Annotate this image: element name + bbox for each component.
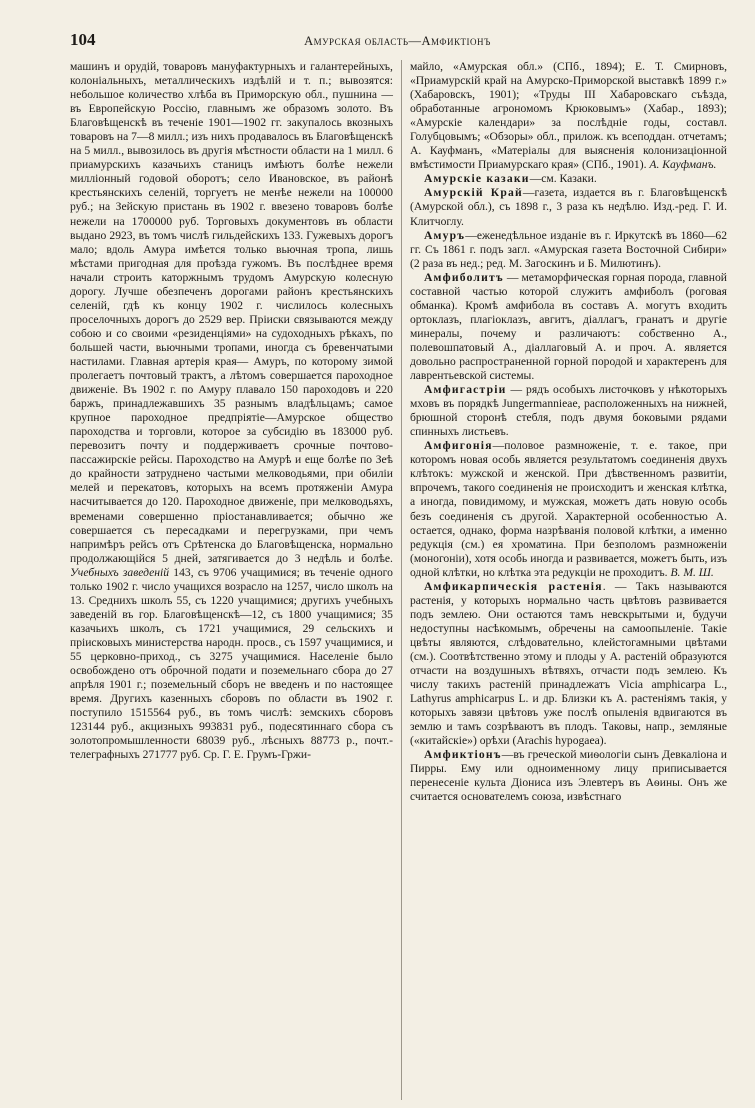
entry-amfikarpicheskiya [410, 580, 727, 749]
left-text-1: машинъ и орудiй, товаровъ мануфактурныхъ и галантерейныхъ, колонiальныхъ, металлическихъ издѣлiй и т. п.; вывозятся: небольшое количество хлѣба въ Приморскую обл., пушнина — въ Европейскую Россiю, главнымъ же образомъ золото. Въ Благовѣщенскѣ въ теченiе 1901—1902 гг. закупалось вкозныхъ товаровъ на 7—8 милл.; изъ нихъ продавалось въ Благовѣщенскѣ на 5 милл., вывозилось въ другiя мѣстности области на 1 милл. 6 приамурскихъ казачьихъ станицъ имѣютъ болѣе нежели миллiонный годовой оборотъ; село Ивановское, въ районѣ крестьянскихъ селенiй, торгуетъ не менѣе нежели на 100000 руб.; на Зейскую пристань въ 1902 г. ввезено товаровъ болѣе нежели на 1700000 руб. Торговыхъ документовъ въ области выдано 2923, въ томъ числѣ гильдейскихъ 133. Гужевыхъ дорогъ мало; вдоль Амура имѣется только вьючная тропа, лишь мѣстами пригодная для проѣзда гужомъ. Въ послѣднее время начали строить каторжнымъ трудомъ Амурскую колесную дорогу. Лучше обезпеченъ дорогами районъ крестьянскихъ селенiй, гдѣ къ концу 1902 г. числилось колесныхъ проселочныхъ дорогъ до 2529 вер. Прiиски связываются между собою и со своими «резиденцiями» на судоходныхъ рѣкахъ, по большей части, вьючными тропами, иногда съ бревенчатыми настилами. Главная артерiя края— Амуръ, по которому зимой пролегаетъ почтовый трактъ, а лѣтомъ совершается пароходное движенiе. Въ 1902 г. по Амуру плавало 150 пароходовъ и 220 баржъ, принадлежавшихъ 35 разнымъ владѣльцамъ; самое крупное пароходное предпрiятiе—Амурское общество пароходства и торговли, которое за субсидiю въ 183000 руб. перевозитъ почту и поддерживаетъ срочные почтово-пассажирскiе рейсы. Пароходство на Амурѣ и еще болѣе по Зеѣ до крайности затруднено частыми мелководьями, при обилiи мелей и перекатовъ, которыхъ на всемъ протяженiи Амура насчитывается до 120. Пароходное движенiе, при мелководьяхъ, временами совершенно прiостанавливается; обычно же совершается съ пересадками и перегрузками, при чемъ напримѣръ рейсъ отъ Срѣтенска до Благовѣщенска, нормально продолжающiйся 5 дней, затягивается до 3 недѣль и болѣе. [70, 60, 393, 565]
entry-term: Амфигастрiи [423, 383, 507, 397]
entry-text: . — Такъ называются растенiя, у которыхъ нормально часть цвѣтовъ развивается подъ землею. Они остаются тамъ невскрытыми и, будучи недоступны насѣкомымъ, обречены на самоопыленiе. Такiе цвѣты являются, слѣдовательно, клейстогамными цвѣтами (см.). Соотвѣтственно этому и плоды у А. растенiй образуются отчасти на воздушныхъ вѣтвяхъ, отчасти подъ землею. Къ числу такихъ растенiй принадлежатъ Vicia amphicarpa L., Lathyrus amphicarpus L. и др. Близки къ А. растенiямъ такiя, у которыхъ завязи цвѣтовъ уже послѣ опыленiя вдвигаются въ землю и тамъ созрѣваютъ въ плодъ. Таковы, напр., земляные («китайскiе») орѣхи (Arachis hypogaea). [409, 579, 727, 748]
entry-amfibolit [410, 271, 727, 383]
entry-text: —половое размноженiе, т. е. такое, при которомъ новая особь является результатомъ соединенiя двухъ клѣтокъ: мужской и женской. При дѣвственномъ развитiи, впрочемъ, такого соединенiя не происходитъ и женская клѣтка, а иногда, повидимому, и мужская, можетъ дать новую особь безъ соединенiя съ другой. Характерной особенностью А. остается, однако, форма назрѣванiя половой клѣтки, а именно редукцiя (см.) ея хроматина. При безполомъ размноженiи (моногонiи), хотя особь иногда и развивается, можетъ быть, изъ одной клѣтки, но клѣтка эта редукцiи не проходитъ. [409, 439, 727, 579]
entry-amur [410, 229, 727, 271]
entry-term: Амфикарпическiя растенiя [423, 579, 603, 593]
left-column [70, 60, 401, 1100]
entry-term: Амфиктiонъ [423, 748, 502, 762]
entry-amfigoniya [410, 439, 727, 579]
page-number: 104 [70, 30, 96, 49]
entry-amurskii-krai [410, 186, 727, 228]
right-intro [410, 60, 727, 172]
intro-signature: А. Кауфманъ. [649, 158, 717, 172]
entry-term: Амурскiй Край [423, 186, 523, 200]
left-paragraph [70, 60, 393, 762]
running-title: Амурская область—Амфиктiонъ [304, 34, 491, 48]
entry-term: Амурскiе казаки [423, 172, 530, 186]
page-header [70, 30, 725, 54]
entry-term: Амфиболитъ [423, 270, 504, 284]
text-columns [70, 60, 727, 1100]
entry-signature: В. М. Ш. [670, 565, 714, 579]
entry-text: —еженедѣльное изданiе въ г. Иркутскѣ въ 1860—62 гг. Съ 1861 г. подъ загл. «Амурская газета Восточной Сибири» (2 раза въ нед.; ред. М. Загоскинъ и Б. Милютинъ). [409, 228, 727, 270]
entry-text: —газета, издается въ г. Благовѣщенскѣ (Амурской обл.), съ 1898 г., 3 раза къ недѣлю. Изд.-ред. Г. И. Клитчоглу. [409, 186, 727, 228]
entry-term: Амуръ [423, 228, 466, 242]
left-text-2: 143, съ 9706 учащимися; въ теченiе одного только 1902 г. число учащихся возрасло на 1257, число школъ на 13. Среднихъ школъ 55, съ 1220 учащимися; другихъ учебныхъ заведенiй въ гор. Благовѣщенскѣ—12, съ 1800 учащимися; 35 казачьихъ школъ, съ 1721 учащимися, 29 сельскихъ и прiисковыхъ министерства народн. просв., съ 1597 учащимися, и 55 церковно-приход., съ 3275 учащимися. Населенiе было освобождено отъ оброчной подати и поземельнаго сбора до 27 апрѣля 1901 г.; поземельный сборъ не введенъ и по настоящее время. Другихъ казенныхъ сборовъ по области въ 1902 г. поступило 1515564 руб., въ томъ числѣ: земскихъ сборовъ 123144 руб., акцизныхъ 993831 руб., подесятиннаго сбора съ золотопромышленности 68039 руб., лѣсныхъ 88773 р., почт.-телеграфныхъ 271777 руб. Ср. Г. Е. Грумъ-Гржи- [70, 565, 393, 762]
entry-text: —въ греческой миѳологiи сынъ Девкалiона и Пирры. Ему или одноименному лицу приписывается перенесенiе культа Дiониса изъ Элевтеръ въ Аѳины. Онъ же считается основателемъ союза, извѣстнаго [409, 748, 727, 804]
entry-amfigastrii [410, 383, 727, 439]
entry-amfiktion [410, 748, 727, 804]
right-column [401, 60, 727, 1100]
entry-term: Амфигонiя [423, 439, 493, 453]
entry-text: —см. Казаки. [529, 172, 597, 186]
left-subheading: Учебныхъ заведенiй [70, 565, 170, 579]
right-intro-text: майло, «Амурская обл.» (СПб., 1894); Е. Т. Смирновъ, «Приамурскiй край на Амурско-Приморской выставкѣ 1899 г.» (Хабаровскъ, 1901); «Труды III Хабаровскаго съѣзда, обработанные агрономомъ Крюковымъ» (Хабар., 1893); «Амурскiе календари» за послѣднiе годы, составл. Голубцовымъ; «Обзоры» обл., прилож. къ всеподдан. отчетамъ; А. Кауфманъ, «Матерiалы для выясненiя колонизацiонной вмѣстимости Приамурскаго края» (СПб., 1901). [409, 60, 727, 172]
entry-amurskie-kazaki [410, 172, 727, 186]
entry-text: — рядъ особыхъ листочковъ у нѣкоторыхъ мховъ въ порядкѣ Jungermannieae, расположенныхъ на нижней, брюшной сторонѣ стебля, подъ двумя боковыми рядами спинныхъ листьевъ. [409, 383, 727, 439]
entry-text: — метаморфическая горная порода, главной составной частью которой служитъ амфиболъ (роговая обманка). Кромѣ амфибола въ составъ А. могутъ входить ортоклазъ, плагiоклазъ, авгитъ, дiаллагъ, гранатъ и другiе минералы, почему и различаютъ: собственно А., полевошпатовый А., дiаллаговый А. и проч. А. является довольно распространенной горной породой и характеренъ для лаврентьевской системы. [409, 270, 727, 383]
